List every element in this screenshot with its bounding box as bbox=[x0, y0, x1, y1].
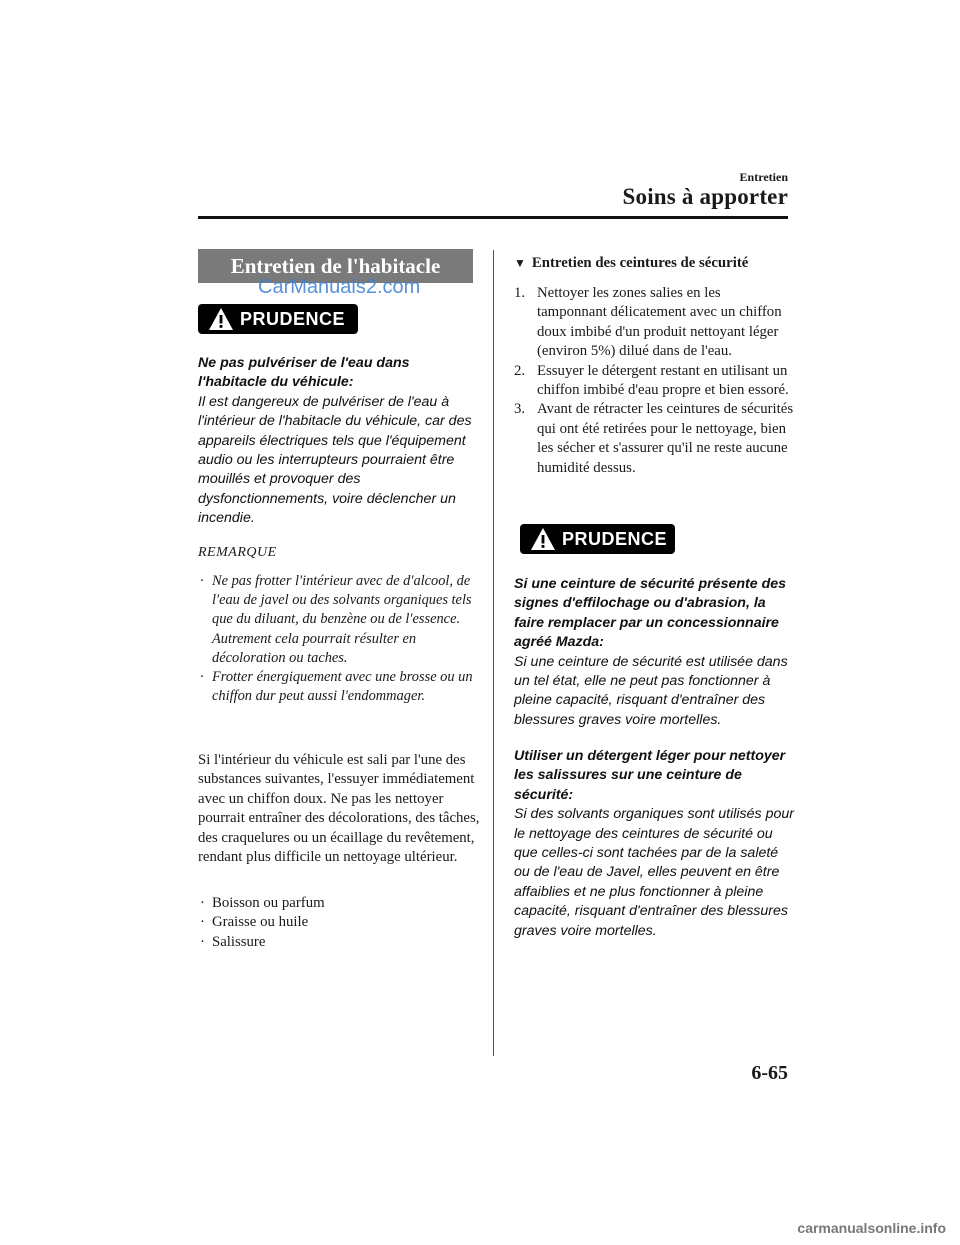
caution-label: PRUDENCE bbox=[240, 308, 346, 329]
warning-heading: Si une ceinture de sécurité présente des signes d'effilochage ou d'abrasion, la faire remplacer par un concessionnaire agréé Mazda: bbox=[514, 576, 787, 651]
bullet-glyph: · bbox=[200, 933, 205, 950]
remarque-list bbox=[198, 572, 478, 706]
list-item bbox=[514, 400, 794, 478]
column-divider bbox=[493, 250, 494, 1056]
list-item bbox=[514, 362, 794, 401]
warning-heading: Ne pas pulvériser de l'eau dans l'habitacle du véhicule: bbox=[198, 355, 410, 391]
remarque-heading: REMARQUE bbox=[198, 545, 277, 560]
warning-body: Si une ceinture de sécurité est utilisée dans un tel état, elle ne peut pas fonctionner à pleine capacité, risquant d'entraîner des blessures graves voire mortelles. bbox=[514, 653, 788, 728]
bullet-glyph: · bbox=[200, 669, 204, 686]
bullet-glyph: · bbox=[200, 895, 205, 911]
step-number: 1. bbox=[514, 285, 526, 301]
page-number: 6-65 bbox=[751, 1062, 788, 1084]
warning-triangle-icon bbox=[530, 527, 556, 551]
list-item bbox=[198, 894, 478, 913]
step-number: 3. bbox=[514, 401, 526, 418]
page-title: Soins à apporter bbox=[622, 184, 788, 209]
warning-seatbelt-replace bbox=[514, 575, 794, 730]
subsection-title-text: Entretien des ceintures de sécurité bbox=[531, 255, 749, 271]
body-paragraph: Si l'intérieur du véhicule est sali par l'une des substances suivantes, l'essuyer immédiatement avec un chiffon doux. Ne pas les nettoyer pourrait entraîner des décolorations, des tâches, des craquelures ou un écaillage du revêtement, rendant plus difficile un nettoyage ultérieur. bbox=[198, 752, 480, 866]
bullet-glyph: · bbox=[200, 573, 204, 589]
subsection-title bbox=[514, 255, 748, 272]
list-item bbox=[198, 913, 478, 932]
triangle-down-icon: ▼ bbox=[514, 256, 526, 270]
warning-heading: Utiliser un détergent léger pour nettoyer les salissures sur une ceinture de sécurité: bbox=[514, 748, 786, 803]
substance-text: Boisson ou parfum bbox=[212, 895, 325, 911]
bullet-glyph: · bbox=[200, 914, 205, 931]
warning-water-spray bbox=[198, 354, 478, 529]
warning-seatbelt-detergent bbox=[514, 747, 794, 941]
caution-badge bbox=[198, 304, 358, 334]
step-text: Avant de rétracter les ceintures de sécurités qui ont été retirées pour le nettoyage, bien les sécher et s'assurer qu'il ne reste aucune humidité dessus. bbox=[537, 401, 794, 476]
caution-label: PRUDENCE bbox=[562, 528, 668, 549]
watermark-text: CarManuals2.com bbox=[258, 276, 421, 298]
list-item bbox=[198, 933, 478, 952]
remarque-text: Frotter énergiquement avec une brosse ou un chiffon dur peut aussi l'endommager. bbox=[212, 669, 473, 705]
chapter-label: Entretien bbox=[739, 170, 788, 184]
substance-text: Graisse ou huile bbox=[212, 914, 309, 931]
step-number: 2. bbox=[514, 362, 526, 379]
substance-text: Salissure bbox=[212, 933, 266, 950]
caution-badge bbox=[520, 524, 675, 554]
warning-triangle-icon bbox=[208, 307, 234, 331]
warning-body: Si des solvants organiques sont utilisés pour le nettoyage des ceintures de sécurité ou que celles-ci sont tachées par de la saleté ou de l'eau de Javel, elles peuvent en être affaiblies et ne plus fonctionner à pleine capacité, risquant d'entraîner des blessures graves voire mortelles. bbox=[514, 806, 794, 939]
list-item bbox=[198, 572, 478, 668]
footer-watermark: carmanualsonline.info bbox=[797, 1220, 946, 1236]
step-text: Essuyer le détergent restant en utilisant un chiffon imbibé d'eau propre et bien essoré. bbox=[537, 362, 789, 399]
list-item bbox=[198, 668, 478, 706]
step-text: Nettoyer les zones salies en les tamponnant délicatement avec un chiffon doux imbibé d'un produit nettoyant léger (environ 5%) dilué dans de l'eau. bbox=[537, 285, 782, 360]
cleaning-steps bbox=[514, 284, 794, 478]
list-item bbox=[514, 284, 794, 362]
substance-list bbox=[198, 894, 478, 952]
remarque-text: Ne pas frotter l'intérieur avec de d'alcool, de l'eau de javel ou des solvants organiques tels que du diluant, du benzène ou de l'essence. Autrement cela pourrait résulter en décoloration ou taches. bbox=[212, 573, 472, 666]
warning-body: Il est dangereux de pulvériser de l'eau à l'intérieur de l'habitacle du véhicule, car des appareils électriques tels que l'équipement audio ou les interrupteurs pourraient être mouillés et provoquer des dysfonctionnements, voire déclencher un incendie. bbox=[198, 393, 472, 527]
header-rule bbox=[198, 216, 788, 219]
section-title: Entretien de l'habitacle bbox=[198, 249, 473, 283]
